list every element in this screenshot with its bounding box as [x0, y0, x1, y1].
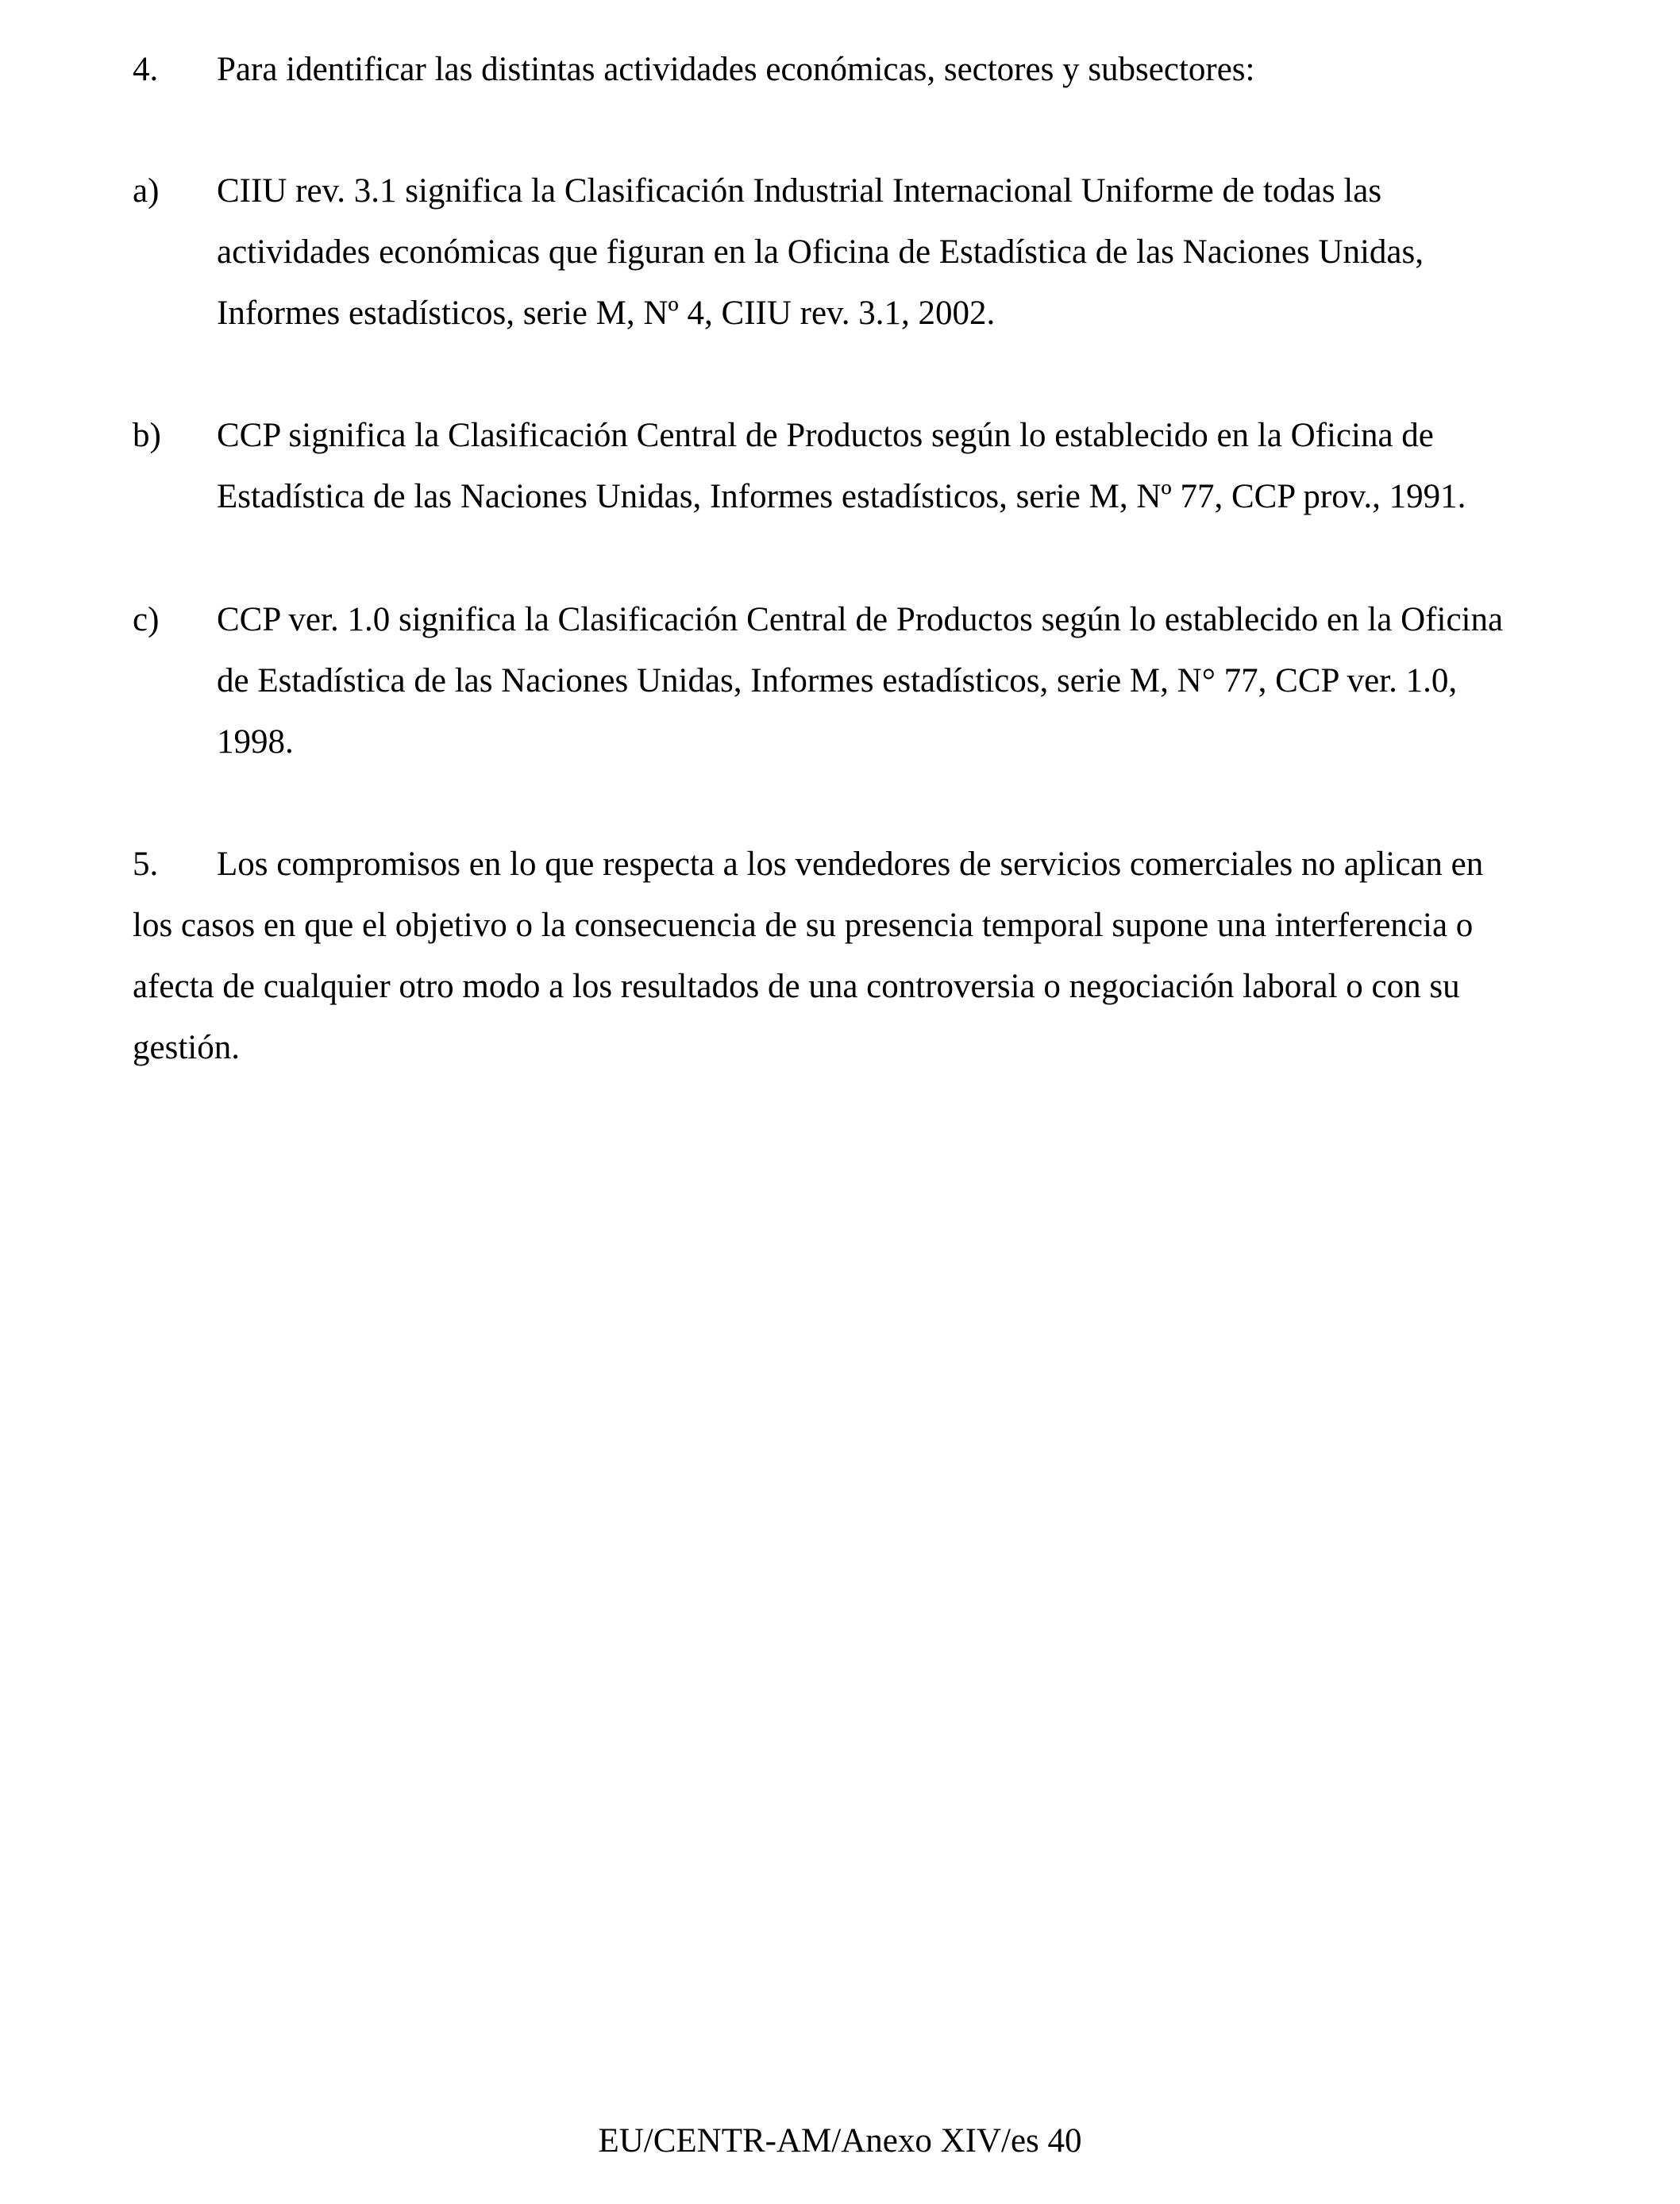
item-c-line-2: de Estadística de las Naciones Unidas, Informes estadísticos, serie M, N° 77, CCP ver. 1.0, — [217, 662, 1458, 699]
page-footer: EU/CENTR-AM/Anexo XIV/es 40 — [598, 2122, 1082, 2160]
item-5-line-4: gestión. — [133, 1029, 240, 1066]
item-b-line-2: Estadística de las Naciones Unidas, Informes estadísticos, serie M, Nº 77, CCP prov., 1991. — [217, 478, 1466, 515]
item-c-line-1: CCP ver. 1.0 significa la Clasificación Central de Productos según lo establecido en la Oficina — [217, 601, 1504, 638]
item-4-line-1: Para identificar las distintas actividades económicas, sectores y subsectores: — [217, 51, 1255, 88]
item-b-marker: b) — [133, 417, 161, 454]
item-5-line-2: los casos en que el objetivo o la consecuencia de su presencia temporal supone una interferencia o — [133, 907, 1474, 944]
item-5-marker: 5. — [133, 846, 159, 883]
item-a-marker: a) — [133, 172, 160, 210]
item-5-line-3: afecta de cualquier otro modo a los resultados de una controversia o negociación laboral o con su — [133, 968, 1460, 1005]
item-b-line-1: CCP significa la Clasificación Central de Productos según lo establecido en la Oficina de — [217, 417, 1434, 454]
item-c-line-3: 1998. — [217, 723, 294, 761]
item-a-line-2: actividades económicas que figuran en la Oficina de Estadística de las Naciones Unidas, — [217, 233, 1424, 271]
item-a-line-3: Informes estadísticos, serie M, Nº 4, CIIU rev. 3.1, 2002. — [217, 295, 996, 332]
item-c-marker: c) — [133, 601, 160, 638]
item-a-line-1: CIIU rev. 3.1 significa la Clasificación Industrial Internacional Uniforme de todas las — [217, 172, 1382, 210]
item-5-line-1: Los compromisos en lo que respecta a los vendedores de servicios comerciales no aplican en — [217, 846, 1484, 883]
item-4-marker: 4. — [133, 51, 159, 88]
